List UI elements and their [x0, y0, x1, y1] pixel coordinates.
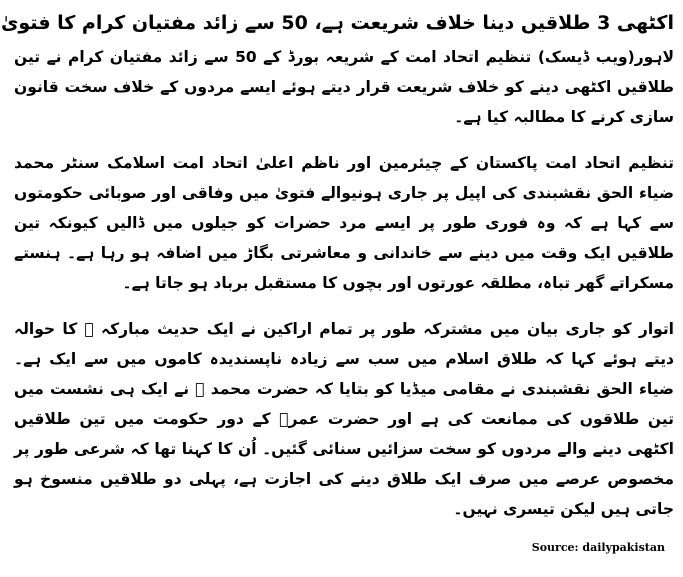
article-paragraph-3: اتوار کو جاری بیان میں مشترکہ طور پر تمام اراکین نے ایک حدیث مبارکہ ﷺ کا حوالہ دیتے ہوئے کہا کہ طلاق اسلام میں سب سے زیادہ ناپسندیدہ کاموں میں سے ایک ہے۔ ضیاء الحق نقشبندی نے مقامی میڈیا کو بتایا کہ حضرت محمد ﷺ نے ایک ہی نشست میں تین طلاقوں کی ممانعت کی ہے اور حضرت عمرؓ کے دور حکومت میں تین طلاقیں اکٹھی دینے والے مردوں کو سخت سزائیں سنائی گئیں۔ اُن کا کہنا تھا کہ شرعی طور پر مخصوص عرصے میں صرف ایک طلاق دینے کی اجازت ہے، پہلی دو طلاقیں منسوخ ہو جاتی ہیں لیکن تیسری نہیں۔: [14, 320, 674, 518]
article-body: [0, 8, 674, 540]
article-paragraph-2: تنظیم اتحاد امت پاکستان کے چیئرمین اور ناظم اعلیٰ اتحاد امت اسلامک سنٹر محمد ضیاء الحق نقشبندی کی اپیل پر جاری ہونیوالے فتویٰ میں وفاقی اور صوبائی حکومتوں سے کہا ہے کہ وہ فوری طور پر ایسے مرد حضرات کو جیلوں میں ڈالیں کیونکہ تین طلاقیں ایک وقت میں دینے سے خاندانی و معاشرتی بگاڑ میں اضافہ ہو رہا ہے۔ ہنستے مسکراتے گھر تباہ، مطلقہ عورتوں اور بچوں کا مستقبل برباد ہو جاتا ہے۔: [14, 154, 674, 292]
article-paragraph-1: لاہور(ویب ڈیسک) تنظیم اتحاد امت کے شریعہ بورڈ کے 50 سے زائد مفتیان کرام نے تین طلاقیں اکٹھی دینے کو خلاف شریعت قرار دیتے ہوئے ایسے مردوں کے خلاف سخت قانون سازی کرنے کا مطالبہ کیا ہے۔: [14, 48, 674, 126]
article-headline: اکٹھی 3 طلاقیں دینا خلاف شریعت ہے، 50 سے زائد مفتیان کرام کا فتویٰ: [0, 12, 674, 34]
source-credit: Source: dailypakistan: [531, 541, 665, 554]
